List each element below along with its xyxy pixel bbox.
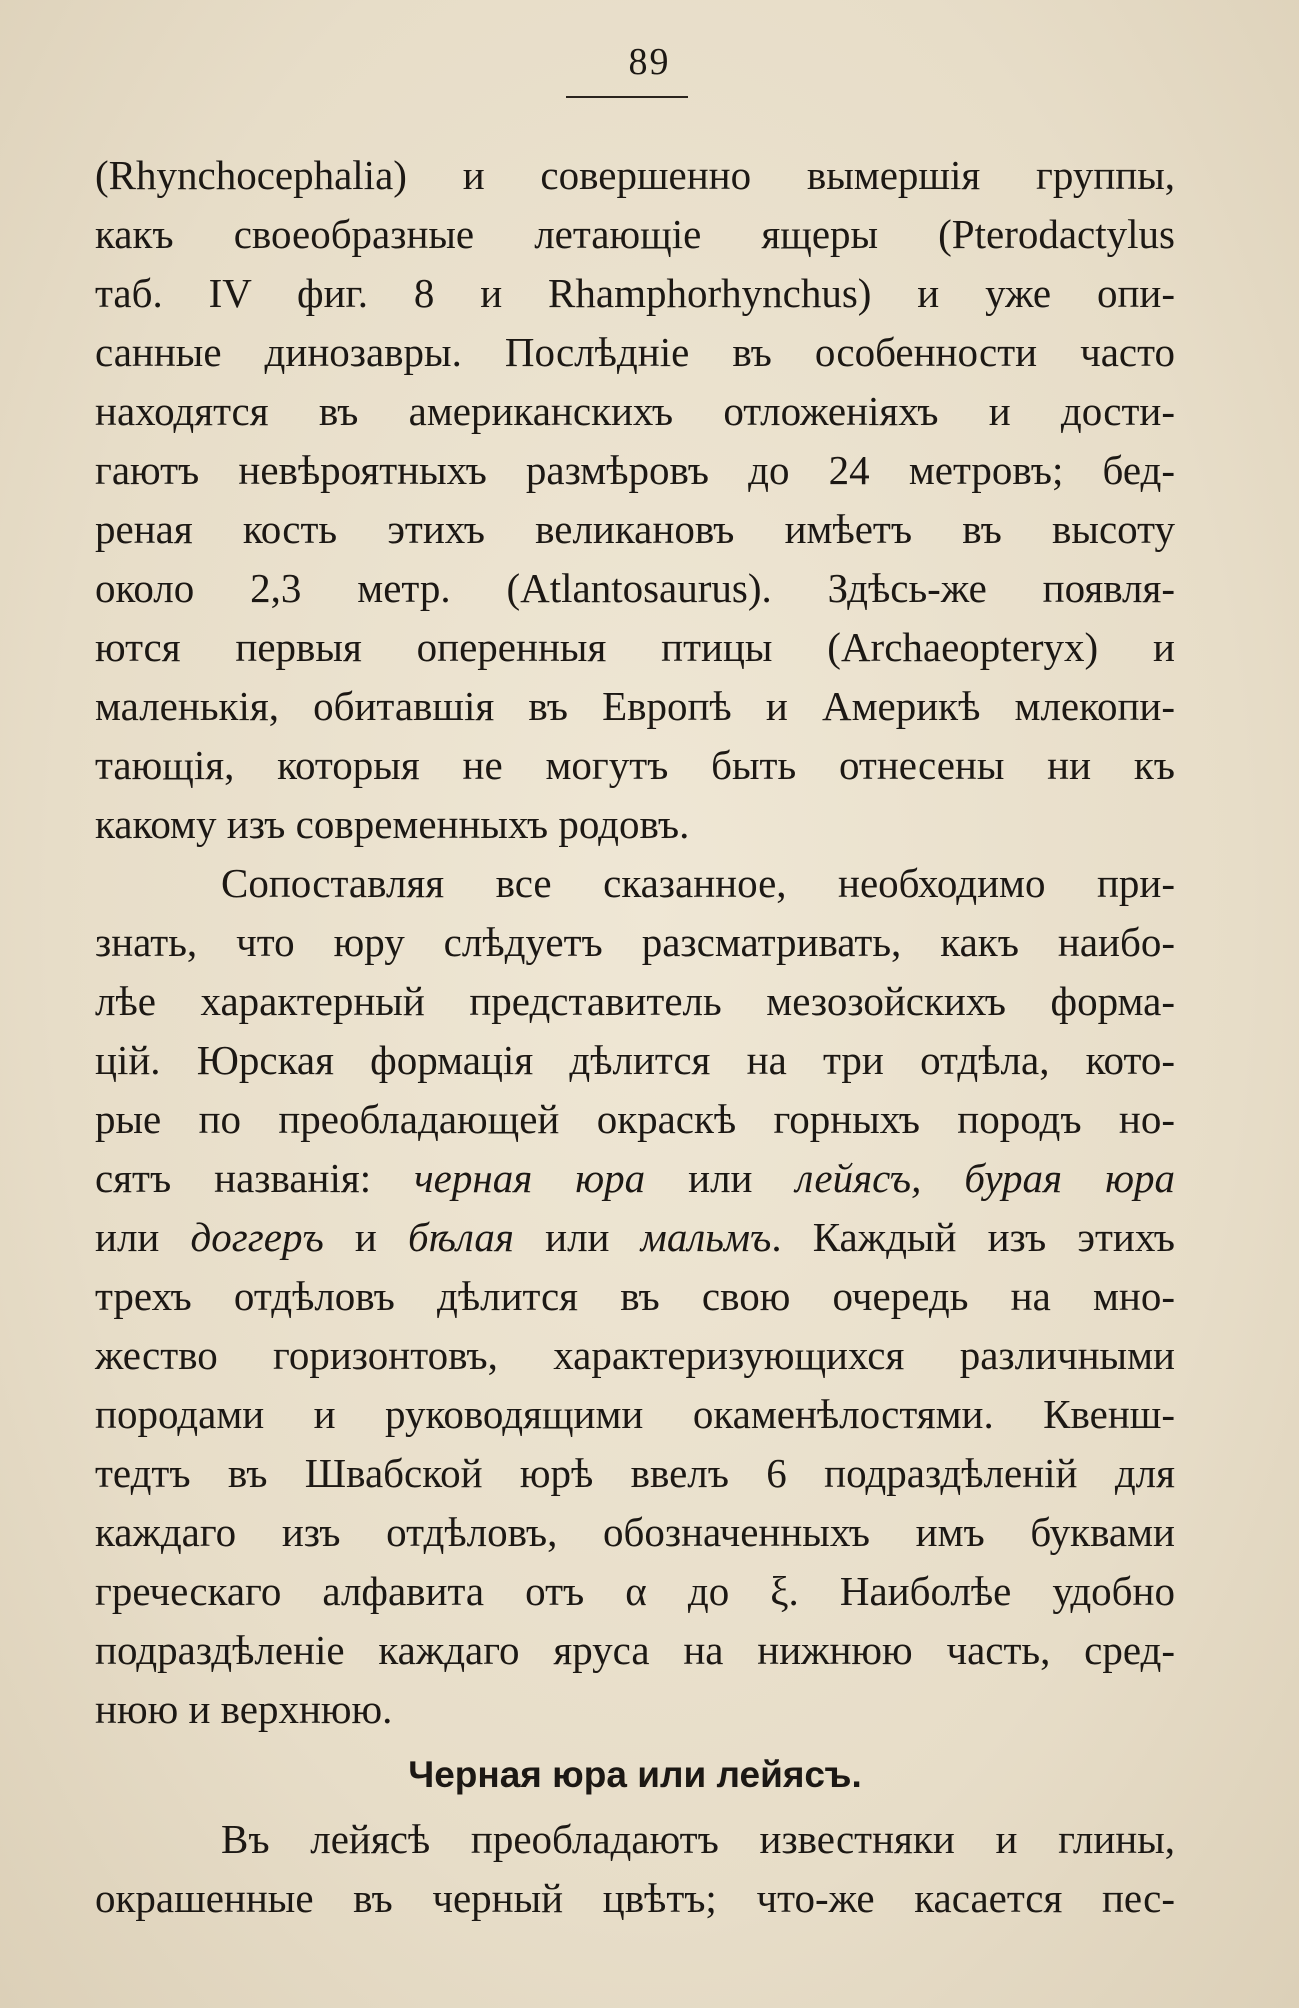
text-line: гаютъ невѣроятныхъ размѣровъ до 24 метровъ; бед- <box>95 447 1175 493</box>
text-line: (Rhynchocephalia) и совершенно вымершія группы, <box>95 152 1175 198</box>
text-run: или <box>645 1155 796 1201</box>
text-line: жество горизонтовъ, характеризующихся различными <box>95 1332 1175 1378</box>
text-line: какъ своеобразные летающіе ящеры (Pterodactylus <box>95 211 1175 257</box>
text-line: какому изъ современныхъ родовъ. <box>95 801 690 847</box>
text-line: ются первыя оперенныя птицы (Archaeopteryx) и <box>95 624 1175 670</box>
text-line: цій. Юрская формація дѣлится на три отдѣла, кото- <box>95 1037 1175 1083</box>
text-line: знать, что юру слѣдуетъ разсматривать, какъ наибо- <box>95 919 1175 965</box>
text-line: нюю и верхнюю. <box>95 1686 393 1732</box>
text-run: . Каждый изъ этихъ <box>771 1214 1176 1260</box>
text-line: реная кость этихъ великановъ имѣетъ въ высоту <box>95 506 1175 552</box>
text-line: Въ лейясѣ преобладаютъ известняки и глины, <box>221 1816 1175 1862</box>
text-line: окрашенные въ черный цвѣтъ; что-же касается пес- <box>95 1875 1175 1921</box>
text-line: находятся въ американскихъ отложеніяхъ и дости- <box>95 388 1175 434</box>
text-line: каждаго изъ отдѣловъ, обозначенныхъ имъ буквами <box>95 1509 1175 1555</box>
text-line: санные динозавры. Послѣдніе въ особенности часто <box>95 329 1175 375</box>
text-line: около 2,3 метр. (Atlantosaurus). Здѣсь-же появля- <box>95 565 1175 611</box>
text-run: или <box>95 1214 191 1260</box>
term-lias-brown-jura: лейясъ, бурая юра <box>795 1155 1176 1201</box>
text-run: или <box>513 1214 641 1260</box>
page-number-rule <box>566 96 688 98</box>
term-malm: мальмъ <box>640 1214 772 1260</box>
text-run: и <box>323 1214 409 1260</box>
text-line: маленькія, обитавшія въ Европѣ и Америкѣ млекопи- <box>95 683 1175 729</box>
text-line: Сопоставляя все сказанное, необходимо при- <box>221 860 1175 906</box>
text-line: греческаго алфавита отъ α до ξ. Наиболѣе удобно <box>95 1568 1175 1614</box>
body-text <box>95 146 1175 1928</box>
page-number: 89 <box>628 41 671 83</box>
text-line: рые по преобладающей окраскѣ горныхъ породъ но- <box>95 1096 1175 1142</box>
term-black-jura: черная юра <box>414 1155 646 1201</box>
section-heading: Черная юра или лейясъ. <box>408 1754 862 1795</box>
text-run: сятъ названія: <box>95 1155 415 1201</box>
text-line-formation-names <box>95 1208 1175 1267</box>
text-line: подраздѣленіе каждаго яруса на нижнюю часть, сред- <box>95 1627 1175 1673</box>
text-line: породами и руководящими окаменѣлостями. Квенш- <box>95 1391 1175 1437</box>
text-line-formation-names <box>95 1149 1175 1208</box>
term-dogger: доггеръ <box>190 1214 324 1260</box>
text-line: лѣе характерный представитель мезозойскихъ форма- <box>95 978 1175 1024</box>
text-line: трехъ отдѣловъ дѣлится въ свою очередь на мно- <box>95 1273 1175 1319</box>
text-line: тедтъ въ Швабской юрѣ ввелъ 6 подраздѣленій для <box>95 1450 1175 1496</box>
term-white: бѣлая <box>408 1214 514 1260</box>
text-line: таб. IV фиг. 8 и Rhamphorhynchus) и уже опи- <box>95 270 1175 316</box>
text-line: тающія, которыя не могутъ быть отнесены ни къ <box>95 742 1175 788</box>
